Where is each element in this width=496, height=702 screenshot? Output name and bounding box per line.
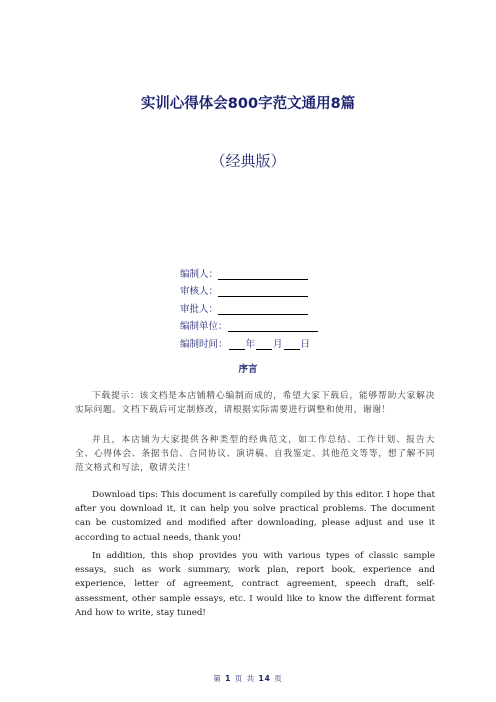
footer-total-pages: 14 (258, 674, 271, 683)
document-title: 实训心得体会800字范文通用8篇 (140, 96, 356, 112)
year-blank-line (229, 339, 245, 350)
unit-label: 编制单位： (180, 321, 228, 332)
approver-blank-line (218, 304, 308, 315)
footer-page-number: 1 (225, 674, 232, 683)
month-blank-line (256, 339, 272, 350)
paragraph-en-intro: In addition, this shop provides you with various types of classic sample essays, such as work summary, work plan, report book, experience and experience, letter of agreement, contract agreement, speech draft, self-assessment, other sample essays, etc. I would like to know the different format And how to write, stay tuned! (75, 551, 435, 618)
paragraph-cn-intro: 并且，本店铺为大家提供各种类型的经典范文，如工作总结、工作计划、报告大全、心得体会、条据书信、合同协议、演讲稿、自我鉴定、其他范文等等，想了解不同范文格式和写法，敬请关注！ (75, 435, 435, 474)
editor-row (180, 262, 380, 280)
editor-label: 编制人： (180, 268, 219, 280)
unit-blank-line (228, 321, 318, 332)
reviewer-label: 审核人： (180, 286, 219, 297)
paragraph-en-tips: Download tips: This document is carefully compiled by this editor. I hope that after you download it, it can help you solve practical problems. The document can be customized and modified after downloading, please adjust and use it according to actual needs, thank you! (75, 490, 435, 543)
month-label: 月 (273, 338, 283, 350)
editor-blank-line (218, 269, 308, 280)
time-row (180, 332, 380, 350)
time-label: 编制时间： (180, 338, 228, 350)
reviewer-row (180, 280, 380, 298)
footer-suffix: 页 (274, 674, 283, 683)
approver-label: 审批人： (180, 303, 219, 315)
preface-heading: 序言 (238, 364, 258, 375)
footer-prefix: 第 (213, 674, 222, 683)
footer-middle: 页 共 (234, 674, 256, 683)
day-label: 日 (300, 338, 311, 350)
document-meta-block (180, 262, 380, 350)
year-label: 年 (245, 338, 256, 350)
approver-row (180, 297, 380, 315)
page-footer (0, 673, 496, 684)
unit-row (180, 315, 380, 333)
day-blank-line (284, 339, 300, 350)
document-subtitle: （经典版） (210, 152, 286, 170)
paragraph-cn-tips: 下载提示：该文档是本店铺精心编制而成的，希望大家下载后，能够帮助大家解决实际问题。文档下载后可定制修改，请根据实际需要进行调整和使用，谢谢！ (75, 391, 435, 416)
reviewer-blank-line (218, 286, 308, 297)
